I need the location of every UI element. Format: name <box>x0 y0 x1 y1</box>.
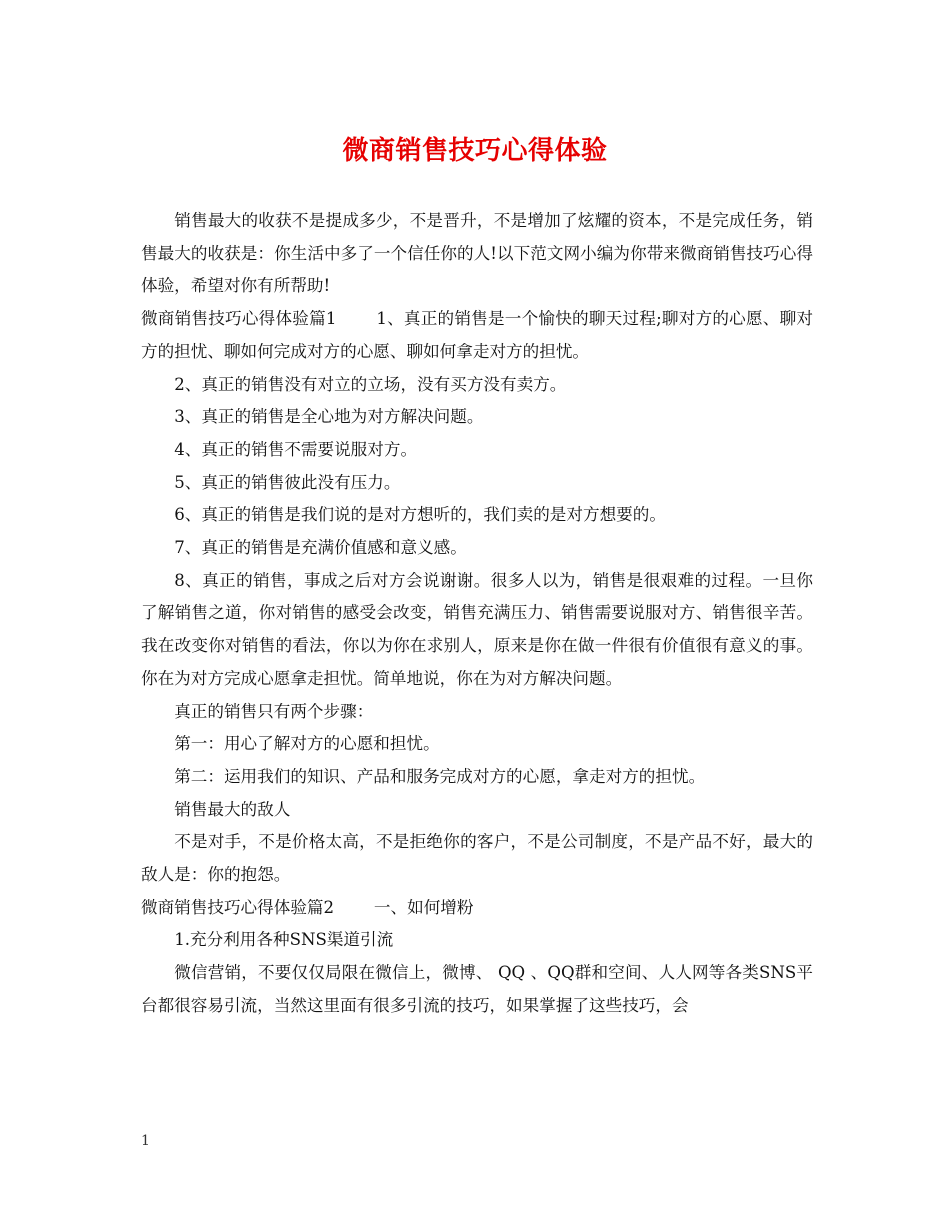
list-item-2: 2、真正的销售没有对立的立场，没有买方没有卖方。 <box>174 374 567 394</box>
section-1-paragraph <box>141 303 813 368</box>
list-item-8: 8、真正的销售，事成之后对方会说谢谢。很多人以为，销售是很艰难的过程。一旦你了解销售之道，你对销售的感受会改变，销售充满压力、销售需要说服对方、销售很辛苦。我在改变你对销售的看法，你以为你在求别人，原来是你在做一件很有价值很有意义的事。你在为对方完成心愿拿走担忧。简单地说，你在为对方解决问题。 <box>141 570 813 688</box>
paragraph-sns-detail: 微信营销，不要仅仅局限在微信上，微博、 QQ 、QQ群和空间、人人网等各类SNS平台都很容易引流，当然这里面有很多引流的技巧，如果掌握了这些技巧，会 <box>141 963 813 1015</box>
document-title: 微商销售技巧心得体验 <box>342 136 608 166</box>
list-item-5: 5、真正的销售彼此没有压力。 <box>174 472 401 492</box>
list-item-3: 3、真正的销售是全心地为对方解决问题。 <box>174 407 484 427</box>
paragraph-sns-heading: 1.充分利用各种SNS渠道引流 <box>174 930 394 950</box>
paragraph-enemy-detail: 不是对手，不是价格太高，不是拒绝你的客户，不是公司制度，不是产品不好，最大的敌人是：你的抱怨。 <box>141 832 813 885</box>
list-item-7: 7、真正的销售是充满价值感和意义感。 <box>174 538 467 558</box>
section-1-heading: 微商销售技巧心得体验篇1 <box>141 309 337 329</box>
section-2-heading: 微商销售技巧心得体验篇2 <box>141 897 335 917</box>
section-2-text: 一、如何增粉 <box>373 897 474 917</box>
paragraph-step-two: 第二：运用我们的知识、产品和服务完成对方的心愿，拿走对方的担忧。 <box>174 766 706 786</box>
intro-paragraph: 销售最大的收获不是提成多少，不是晋升，不是增加了炫耀的资本，不是完成任务，销售最大的收获是：你生活中多了一个信任你的人!以下范文网小编为你带来微商销售技巧心得体验，希望对你有所帮助! <box>141 211 813 296</box>
document-body <box>141 205 813 1023</box>
section-2-paragraph <box>141 892 813 925</box>
list-item-6: 6、真正的销售是我们说的是对方想听的，我们卖的是对方想要的。 <box>174 505 666 525</box>
section-1-text: 1、真正的销售是一个愉快的聊天过程;聊对方的心愿、聊对方的担忧、聊如何完成对方的心愿、聊如何拿走对方的担忧。 <box>141 309 813 361</box>
paragraph-two-steps: 真正的销售只有两个步骤： <box>174 701 374 721</box>
list-item-4: 4、真正的销售不需要说服对方。 <box>174 439 418 459</box>
paragraph-biggest-enemy: 销售最大的敌人 <box>174 799 291 819</box>
paragraph-step-one: 第一：用心了解对方的心愿和担忧。 <box>174 734 440 754</box>
page-number: 1 <box>141 1133 150 1149</box>
